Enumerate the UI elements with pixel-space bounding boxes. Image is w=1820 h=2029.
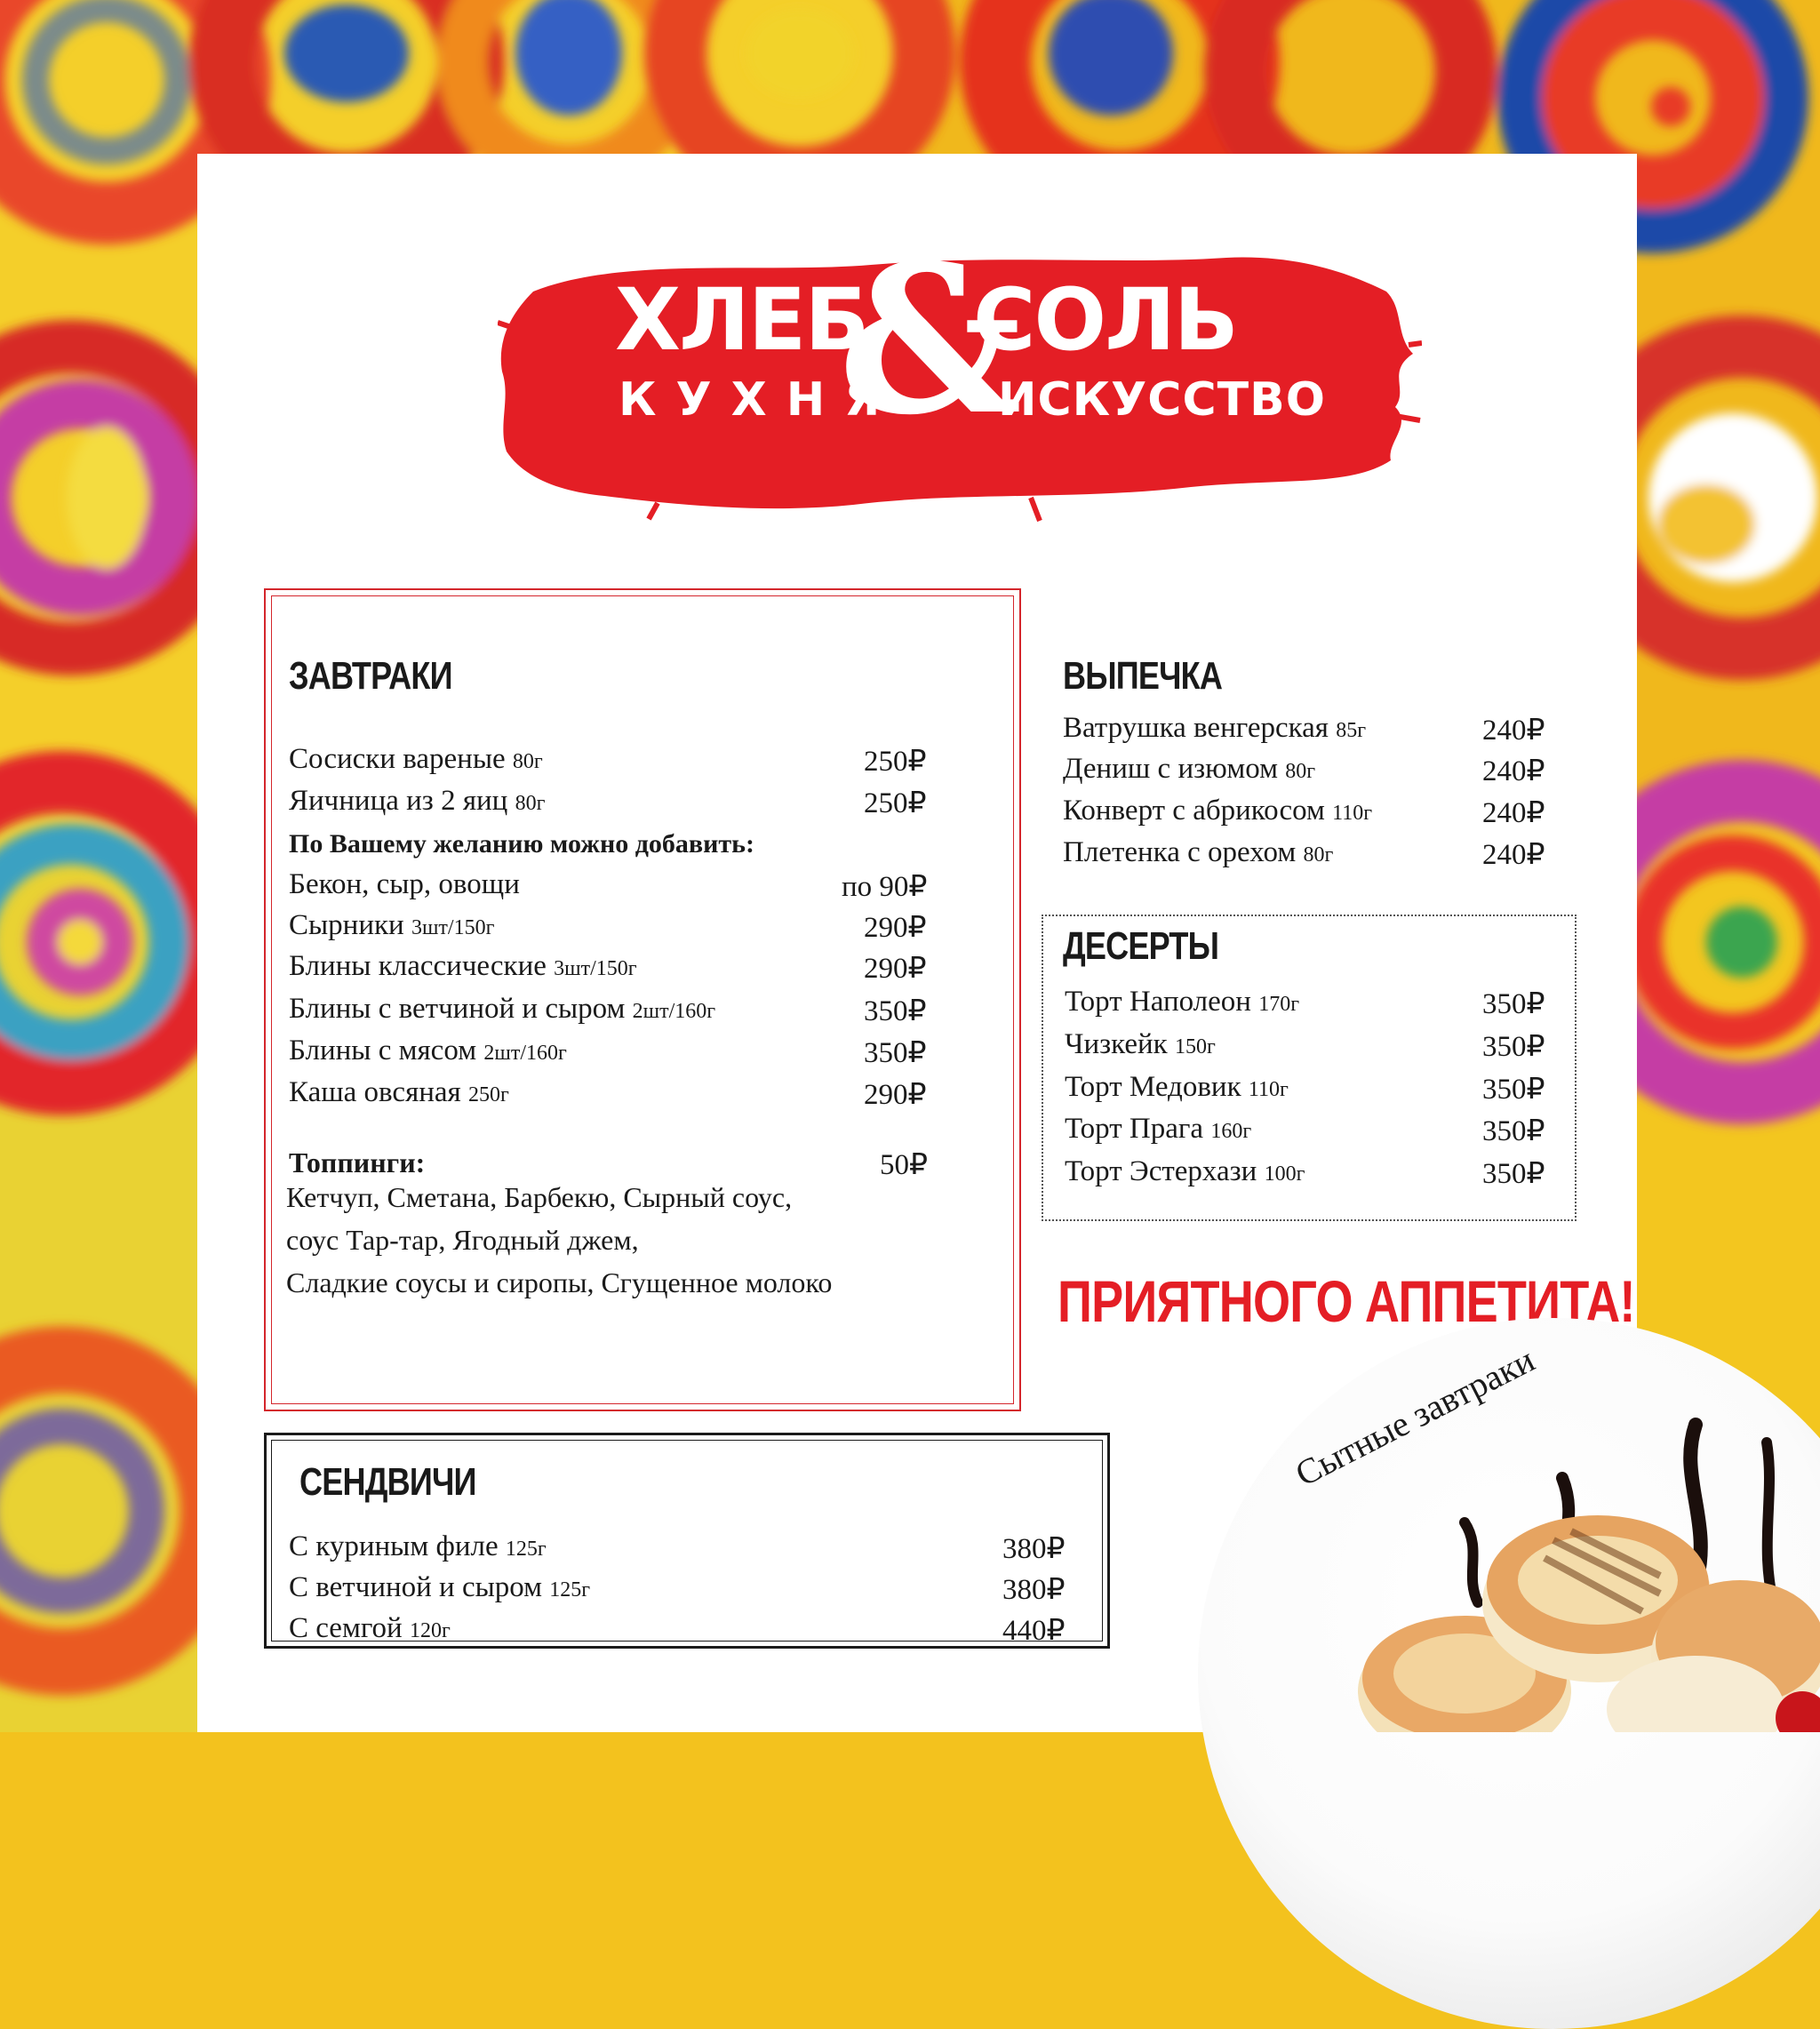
menu-item: Торт Эстерхази 100г bbox=[1065, 1155, 1305, 1187]
menu-item-price: 290₽ bbox=[864, 912, 927, 944]
menu-item: Дениш с изюмом 80г bbox=[1063, 753, 1316, 785]
menu-item: Торт Наполеон 170г bbox=[1065, 986, 1300, 1018]
menu-item-price: 250₽ bbox=[864, 787, 927, 819]
menu-item-price: 350₽ bbox=[1482, 1031, 1545, 1063]
menu-item: Конверт с абрикосом 110г bbox=[1063, 795, 1373, 827]
menu-item-price: 350₽ bbox=[1482, 988, 1545, 1020]
toppings-title: Топпинги: bbox=[289, 1146, 426, 1178]
breakfast-heading: ЗАВТРАКИ bbox=[289, 654, 452, 698]
addon-note: По Вашему желанию можно добавить: bbox=[289, 829, 755, 859]
menu-item-price: 380₽ bbox=[1002, 1533, 1066, 1565]
menu-item-price: 240₽ bbox=[1482, 797, 1545, 829]
toppings-price: 50₽ bbox=[880, 1149, 928, 1181]
logo-ampersand: & bbox=[838, 220, 1023, 460]
menu-item-price: 350₽ bbox=[1482, 1115, 1545, 1147]
menu-item-price: 350₽ bbox=[1482, 1074, 1545, 1106]
dessert-heading: ДЕСЕРТЫ bbox=[1063, 924, 1219, 968]
logo-word-bread: ХЛЕБ bbox=[615, 270, 868, 370]
menu-item: Яичница из 2 яиц 80г bbox=[289, 785, 546, 817]
menu-item: Плетенка с орехом 80г bbox=[1063, 836, 1334, 868]
menu-item: С куриным филе 125г bbox=[289, 1530, 547, 1562]
menu-item-price: 350₽ bbox=[864, 995, 927, 1027]
menu-item-price: 290₽ bbox=[864, 953, 927, 985]
menu-item-price: 240₽ bbox=[1482, 839, 1545, 871]
menu-item: Сосиски вареные 80г bbox=[289, 743, 543, 775]
toppings-line: Кетчуп, Сметана, Барбекю, Сырный соус, bbox=[286, 1181, 793, 1213]
menu-item-price: 440₽ bbox=[1002, 1615, 1066, 1647]
menu-item: Блины с ветчиной и сыром 2шт/160г bbox=[289, 993, 716, 1025]
restaurant-logo bbox=[498, 220, 1422, 523]
menu-item: Чизкейк 150г bbox=[1065, 1028, 1216, 1060]
bon-appetit-slogan: ПРИЯТНОГО АППЕТИТА! bbox=[1058, 1268, 1635, 1334]
menu-item-price: по 90₽ bbox=[842, 871, 928, 903]
menu-item: Торт Прага 160г bbox=[1065, 1113, 1252, 1145]
menu-item-price: 240₽ bbox=[1482, 715, 1545, 747]
sandwich-heading: СЕНДВИЧИ bbox=[299, 1460, 476, 1504]
menu-item-price: 240₽ bbox=[1482, 755, 1545, 787]
menu-item-price: 380₽ bbox=[1002, 1574, 1066, 1606]
menu-item-price: 250₽ bbox=[864, 746, 927, 778]
logo-word-kitchen: КУХНЯ bbox=[619, 373, 900, 427]
menu-item: Блины классические 3шт/150г bbox=[289, 950, 637, 982]
menu-item-price: 350₽ bbox=[1482, 1158, 1545, 1190]
menu-item: С ветчиной и сыром 125г bbox=[289, 1571, 591, 1603]
photo-caption: Сытные завтраки bbox=[1289, 1338, 1541, 1494]
menu-item: Торт Медовик 110г bbox=[1065, 1071, 1289, 1103]
toppings-line: Сладкие соусы и сиропы, Сгущенное молоко bbox=[286, 1266, 833, 1298]
logo-word-art: ИСКУССТВО bbox=[998, 373, 1326, 427]
pastry-heading: ВЫПЕЧКА bbox=[1063, 654, 1223, 698]
menu-item: Бекон, сыр, овощи bbox=[289, 868, 520, 900]
menu-item-price: 290₽ bbox=[864, 1079, 927, 1111]
menu-item: С семгой 120г bbox=[289, 1612, 451, 1644]
logo-word-salt: СОЛЬ bbox=[973, 270, 1237, 370]
toppings-line: соус Тар-тар, Ягодный джем, bbox=[286, 1224, 639, 1256]
menu-item-price: 350₽ bbox=[864, 1037, 927, 1069]
menu-item: Ватрушка венгерская 85г bbox=[1063, 712, 1367, 744]
menu-item: Каша овсяная 250г bbox=[289, 1076, 509, 1108]
menu-item: Сырники 3шт/150г bbox=[289, 909, 495, 941]
menu-item: Блины с мясом 2шт/160г bbox=[289, 1034, 567, 1066]
